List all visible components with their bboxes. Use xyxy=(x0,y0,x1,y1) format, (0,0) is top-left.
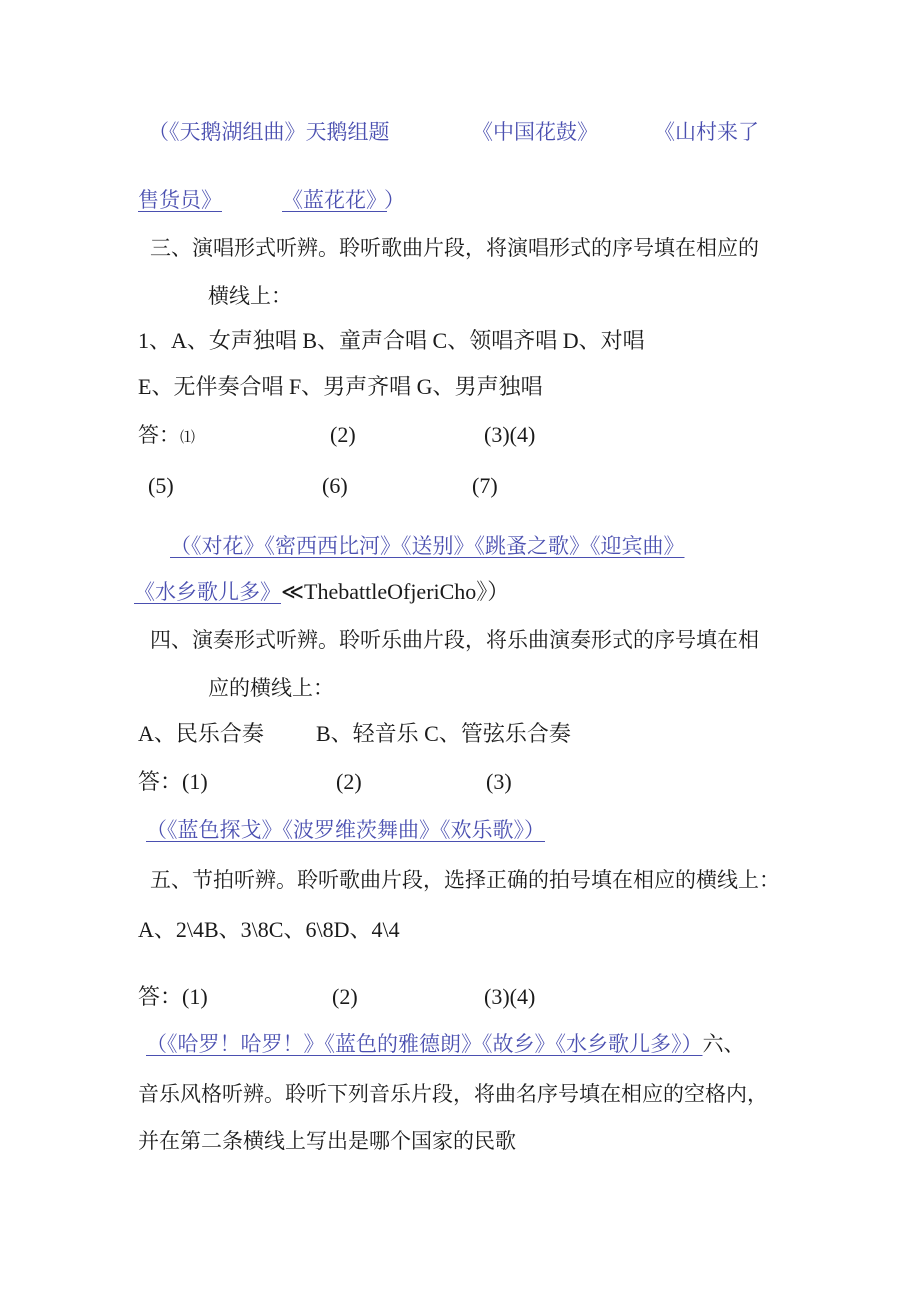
blank-2: (2) xyxy=(330,422,356,447)
section5-songs-line xyxy=(146,1030,745,1058)
blank-5: (5) xyxy=(148,473,174,498)
song-chinese-flower-drum: 《中国花鼓》 xyxy=(472,120,598,144)
song-blue-flower: 《蓝花花》 xyxy=(282,188,387,212)
section3-options-line1: 1、A、女声独唱 B、童声合唱 C、领唱齐唱 D、对唱 xyxy=(138,328,645,353)
section2-songs-line1 xyxy=(148,118,390,146)
section5-heading: 五、节拍听辨。聆听歌曲片段，选择正确的拍号填在相应的横线上： xyxy=(150,868,780,892)
section3-songs-line1: （《对花》《密西西比河》《送别》《跳蚤之歌》《迎宾曲》 xyxy=(170,534,685,558)
section3-answer-label: 答：⑴ xyxy=(138,423,196,447)
blank-6: (6) xyxy=(322,473,348,498)
section3-songs-line2 xyxy=(134,578,509,606)
section2-close-paren: ） xyxy=(384,188,405,212)
section4-option-a: A、民乐合奏 xyxy=(138,721,264,746)
section5-songs: （《哈罗！哈罗！》《蓝色的雅德朗》《故乡》《水乡歌儿多》） xyxy=(146,1032,703,1056)
song-salesman-end: 售货员》 xyxy=(138,188,222,212)
section3-options-line2: E、无伴奏合唱 F、男声齐唱 G、男声独唱 xyxy=(138,374,543,399)
section6-number: 六、 xyxy=(702,1032,745,1056)
section3-heading-cont: 横线上： xyxy=(208,284,292,308)
song-water-village: 《水乡歌儿多》 xyxy=(134,580,281,604)
section5-blank-3-4: (3)(4) xyxy=(484,984,536,1009)
section5-answer-label: 答：(1) xyxy=(138,984,208,1009)
section4-songs: （《蓝色探戈》《波罗维茨舞曲》《欢乐歌》） xyxy=(146,818,545,842)
blank-7: (7) xyxy=(472,473,498,498)
song-mountain-village: 《山村来了 xyxy=(654,120,759,144)
section4-blank-2: (2) xyxy=(336,769,362,794)
section4-heading: 四、演奏形式听辨。聆听乐曲片段，将乐曲演奏形式的序号填在相 xyxy=(150,628,759,652)
song-swan-lake: （《天鹅湖组曲》天鹅组题 xyxy=(148,120,390,144)
section5-blank-2: (2) xyxy=(332,984,358,1009)
section3-heading: 三、演唱形式听辨。聆听歌曲片段，将演唱形式的序号填在相应的 xyxy=(150,236,759,260)
section4-heading-cont: 应的横线上： xyxy=(208,676,334,700)
blank-3-4: (3)(4) xyxy=(484,422,536,447)
section4-blank-3: (3) xyxy=(486,769,512,794)
section6-line3: 并在第二条横线上写出是哪个国家的民歌 xyxy=(138,1129,516,1153)
blank-1: ⑴ xyxy=(180,428,196,446)
song-battle-jericho: ≪ThebattleOfjeriCho》） xyxy=(281,579,510,604)
section5-options: A、2\4B、3\8C、6\8D、4\4 xyxy=(138,917,400,942)
section6-line2: 音乐风格听辨。聆听下列音乐片段，将曲名序号填在相应的空格内， xyxy=(138,1082,768,1106)
section4-answer-label: 答：(1) xyxy=(138,769,208,794)
section4-option-bc: B、轻音乐 C、管弦乐合奏 xyxy=(316,721,571,746)
